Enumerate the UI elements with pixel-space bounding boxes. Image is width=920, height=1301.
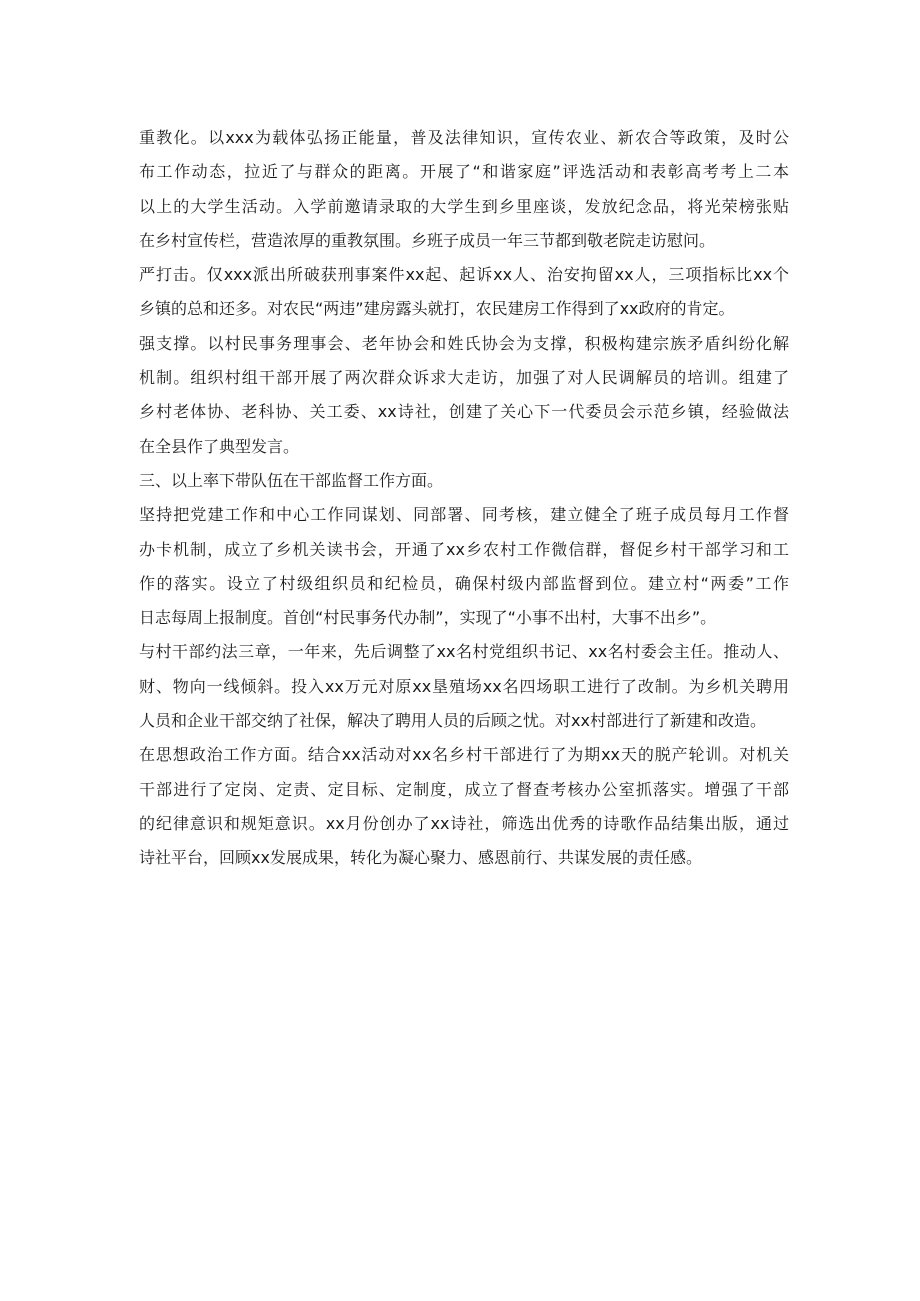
text-line: 与村干部约法三章，一年来，先后调整了xx名村党组织书记、xx名村委会主任。推动人、 [139,642,789,662]
text-line: 以上的大学生活动。入学前邀请录取的大学生到乡里座谈，发放纪念品，将光荣榜张贴 [139,196,789,216]
paragraph [139,464,789,498]
text-line: 乡村老体协、老科协、关工委、xx诗社，创建了关心下一代委员会示范乡镇，经验做法 [139,402,789,422]
text-line: 三、以上率下带队伍在干部监督工作方面。 [139,470,444,490]
text-line: 坚持把党建工作和中心工作同谋划、同部署、同考核，建立健全了班子成员每月工作督 [139,505,789,525]
paragraph [139,258,789,327]
paragraph [139,327,789,464]
text-line: 机制。组织村组干部开展了两次群众诉求大走访，加强了对人民调解员的培训。组建了 [139,368,789,388]
text-line: 干部进行了定岗、定责、定目标、定制度，成立了督查考核办公室抓落实。增强了干部 [139,779,789,799]
paragraph [139,738,789,875]
text-line: 严打击。仅xxx派出所破获刑事案件xx起、起诉xx人、治安拘留xx人，三项指标比xx个 [139,265,789,285]
text-line: 财、物向一线倾斜。投入xx万元对原xx垦殖场xx名四场职工进行了改制。为乡机关聘用 [139,676,789,696]
document-body [139,121,789,876]
paragraph [139,498,789,635]
paragraph [139,121,789,258]
text-line: 在乡村宣传栏，营造浓厚的重教氛围。乡班子成员一年三节都到敬老院走访慰问。 [139,230,716,250]
text-line: 诗社平台，回顾xx发展成果，转化为凝心聚力、感恩前行、共谋发展的责任感。 [139,848,702,868]
text-line: 乡镇的总和还多。对农民“两违”建房露头就打，农民建房工作得到了xx政府的肯定。 [139,299,735,319]
text-line: 在全县作了典型发言。 [139,436,300,456]
text-line: 的纪律意识和规矩意识。xx月份创办了xx诗社，筛选出优秀的诗歌作品结集出版，通过 [139,813,789,833]
text-line: 布工作动态，拉近了与群众的距离。开展了“和谐家庭”评选活动和表彰高考考上二本 [139,162,789,182]
text-line: 在思想政治工作方面。结合xx活动对xx名乡村干部进行了为期xx天的脱产轮训。对机关 [139,745,789,765]
paragraph [139,635,789,738]
text-line: 重教化。以xxx为载体弘扬正能量，普及法律知识，宣传农业、新农合等政策，及时公 [139,128,789,147]
text-line: 人员和企业干部交纳了社保，解决了聘用人员的后顾之忧。对xx村部进行了新建和改造。 [139,711,766,731]
text-line: 日志每周上报制度。首创“村民事务代办制”，实现了“小事不出村，大事不出乡”。 [139,608,717,628]
text-line: 强支撑。以村民事务理事会、老年协会和姓氏协会为支撑，积极构建宗族矛盾纠纷化解 [139,333,789,353]
text-line: 作的落实。设立了村级组织员和纪检员，确保村级内部监督到位。建立村“两委”工作 [139,573,789,593]
text-line: 办卡机制，成立了乡机关读书会，开通了xx乡农村工作微信群，督促乡村干部学习和工 [139,539,789,559]
